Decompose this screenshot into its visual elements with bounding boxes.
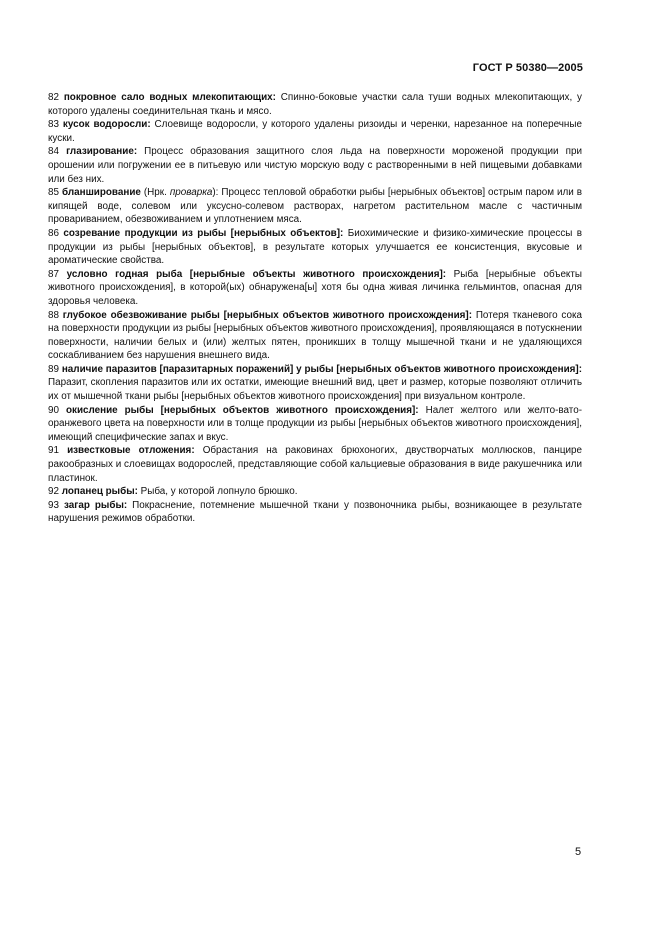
term-definition: Слоевище водоросли, у которого удалены ризоиды и черенки, нарезанное на поперечные куски. [48,119,582,144]
entry-number: 91 [48,445,59,457]
term-definition: Потеря тканевого сока на поверхности продукции из рыбы [нерыбных объектов животного происхождения], проявляющаяся в потускнении поверхности, наличии белых и (или) желтых пятен, проникших в толщу мышечной ткани и не удаляющихся соскабливанием без нарушения внешнего вида. [48,309,582,362]
term-definition: Биохимические и физико-химические процессы в продукции из рыбы [нерыбных объектов], в результате которых улучшается ее консистенция, вкусовые и ароматические свойства. [48,227,583,267]
nonrecommended-note-open: (Нрк. [140,187,170,199]
term-name: бланширование [61,187,141,199]
document-code: ГОСТ Р 50380—2005 [472,62,583,74]
entry-number: 84 [48,146,59,158]
term-name: глазирование: [66,146,138,158]
page-number: 5 [575,846,582,858]
term-entry-82 [48,91,582,118]
term-name: кусок водоросли: [62,119,151,131]
nonrecommended-note-close: ): [212,187,219,199]
term-name: условно годная рыба [нерыбные объекты животного происхождения]: [66,268,447,280]
term-entry-91 [48,444,582,485]
entry-number: 88 [48,309,59,321]
term-entry-90 [48,404,582,445]
term-definition: Рыба, у которой лопнуло брюшко. [137,486,298,498]
term-definition: Покраснение, потемнение мышечной ткани у позвоночника рыбы, возникающее в результате нарушения режимов обработки. [48,499,582,525]
entry-number: 89 [48,363,59,375]
term-name: покровное сало водных млекопитающих: [63,92,276,103]
term-entry-85 [48,186,582,227]
entry-number: 86 [48,227,59,239]
term-entry-83 [48,118,582,145]
term-definition: Процесс тепловой обработки рыбы [нерыбных объектов] острым паром или в кипящей воде, солевом или уксусно-солевом растворах, нагретом растительном масле с частичным провариванием, обезвоживанием и уплотнением мяса. [48,187,583,226]
term-name: глубокое обезвоживание рыбы [нерыбных объектов животного происхождения]: [62,309,473,321]
term-entry-87 [48,268,582,309]
term-name: загар рыбы: [63,499,128,511]
term-definition: Обрастания на раковинах брюхоногих, двустворчатых моллюсков, панцире ракообразных и слоевищах водорослей, представляющие собой кальциевые образования в виде ракушечника или пластинок. [48,445,582,484]
term-name: лопанец рыбы: [61,486,138,498]
term-name: окисление рыбы [нерыбных объектов животного происхождения]: [65,404,419,416]
term-definition: Процесс образования защитного слоя льда на поверхности мороженой продукции при орошении или погружении ее в питьевую или чистую морскую воду с растворенными в ней пищевыми добавками или без них. [48,146,582,185]
term-definition: Паразит, скопления паразитов или их остатки, имеющие внешний вид, цвет и размер, которые позволяют отличить их от мышечной ткани рыбы [нерыбных объектов животного происхождения] при визуальном контроле. [48,377,582,403]
entry-number: 85 [48,187,59,199]
term-name: наличие паразитов [паразитарных поражений] у рыбы [нерыбных объектов животного происхождения]: [61,363,582,375]
term-entry-92 [48,485,582,499]
term-entry-84 [48,145,582,186]
term-name: созревание продукции из рыбы [нерыбных объектов]: [63,227,344,239]
term-definition: Налет желтого или желто-вато-оранжевого цвета на поверхности или в толще продукции из рыбы [нерыбных объектов животного происхождения], имеющий специфические запах и вкус. [48,404,583,443]
term-entry-88 [48,309,582,363]
term-entry-89 [48,363,582,404]
entry-number: 87 [48,268,59,280]
entry-number: 92 [48,486,59,498]
term-name: известковые отложения: [67,445,195,457]
term-definition: Рыба [нерыбные объекты животного происхождения], в которой(ых) обнаружена[ы] хотя бы одна живая личинка гельминтов, опасная для здоровья человека. [48,268,582,307]
entry-number: 83 [48,119,59,131]
terms-list [48,91,582,526]
term-definition: Спинно-боковые участки сала туши водных млекопитающих, у которого удалены соединительная ткань и мясо. [48,92,582,117]
term-entry-93 [48,499,582,526]
entry-number: 82 [48,92,59,103]
entry-number: 93 [48,499,59,511]
term-entry-86 [48,227,582,268]
nonrecommended-term: проварка [169,187,213,199]
entry-number: 90 [48,404,59,416]
